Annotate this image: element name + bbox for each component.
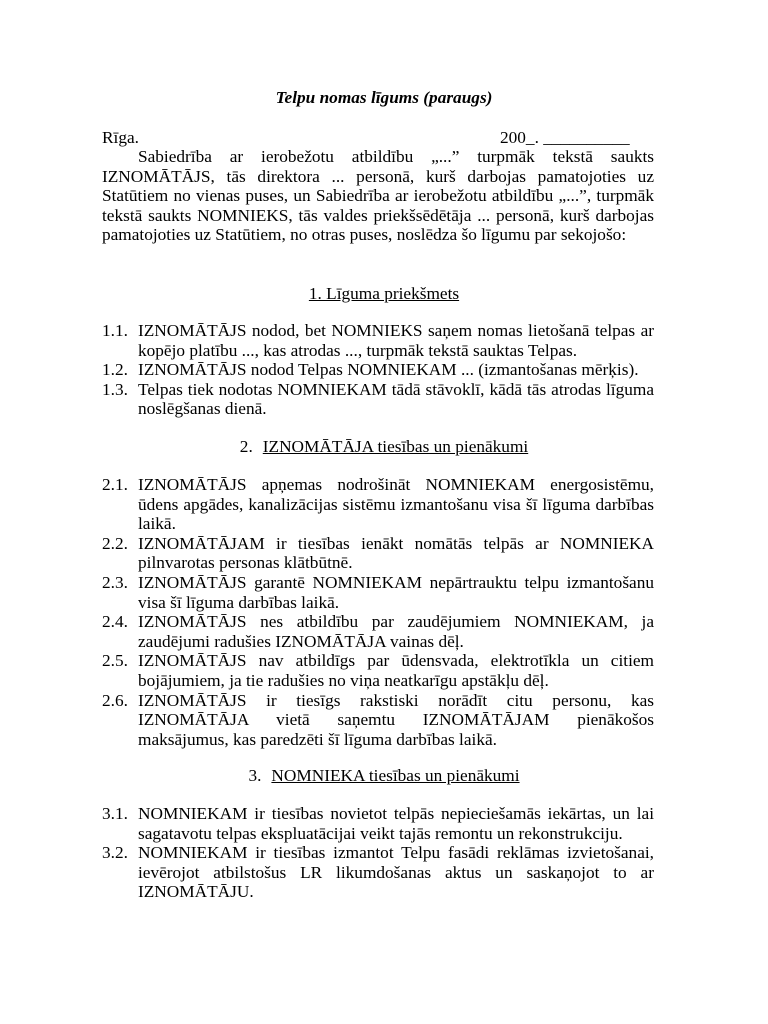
clause: [102, 534, 654, 573]
clause-text: IZNOMĀTĀJAM ir tiesības ienākt nomātās telpās ar NOMNIEKA pilnvarotas personas klātbūtnē.: [138, 533, 654, 573]
clause: [102, 321, 654, 360]
section-heading-3: [0, 766, 768, 786]
intro-paragraph: Sabiedrība ar ierobežotu atbildību „...” turpmāk tekstā saukts IZNOMĀTĀJS, tās direktora ... personā, kurš darbojas pamatojoties uz Statūtiem no vienas puses, un Sabiedrība ar ierobežotu atbildību „...”, turpmāk tekstā saukts NOMNIEKS, tās valdes priekšsēdētāja ... personā, kurš darbojas pamatojoties uz Statūtiem, no otras puses, noslēdza šo līgumu par sekojošo:: [102, 147, 654, 245]
clause-number: 3.2.: [102, 843, 128, 863]
clause-text: IZNOMĀTĀJS ir tiesīgs rakstiski norādīt citu personu, kas IZNOMĀTĀJA vietā saņemtu IZNOMĀTĀJAM pienākošos maksājumus, kas paredzēti šī līguma darbības laikā.: [138, 690, 654, 749]
date-blank: 200_. __________: [500, 128, 630, 147]
clause-number: 1.3.: [102, 379, 128, 399]
clause-text: Telpas tiek nodotas NOMNIEKAM tādā stāvoklī, kādā tās atrodas līguma noslēgšanas dienā.: [138, 379, 654, 419]
clause-number: 1.2.: [102, 360, 128, 380]
clause-number: 2.5.: [102, 651, 128, 671]
section-heading-text: NOMNIEKA tiesības un pienākumi: [271, 766, 520, 785]
clause: [102, 843, 654, 902]
clause-number: 2.3.: [102, 572, 128, 592]
clause-text: IZNOMĀTĀJS nes atbildību par zaudējumiem NOMNIEKAM, ja zaudējumi radušies IZNOMĀTĀJA vainas dēļ.: [138, 612, 654, 651]
clause: [102, 612, 654, 651]
clause: [102, 475, 654, 534]
clause-text: IZNOMĀTĀJS garantē NOMNIEKAM nepārtrauktu telpu izmantošanu visa šī līguma darbības laikā.: [138, 572, 654, 612]
clause-number: 2.1.: [102, 475, 128, 494]
clause-number: 1.1.: [102, 321, 128, 340]
clause-text: NOMNIEKAM ir tiesības izmantot Telpu fasādi reklāmas izvietošanai, ievērojot atbilstošus LR likumdošanas aktus un saskaņojot to ar IZNOMĀTĀJU.: [138, 843, 654, 902]
clause-number: 2.6.: [102, 690, 128, 710]
section-number: 2.: [239, 437, 253, 456]
clause-text: IZNOMĀTĀJS apņemas nodrošināt NOMNIEKAM energosistēmu, ūdens apgādes, kanalizācijas sistēmu izmantošanu visa šī līguma darbības laikā.: [138, 475, 654, 534]
clause-number: 2.2.: [102, 533, 128, 553]
clause: [102, 360, 654, 380]
section-heading-2: [0, 437, 768, 457]
clause: [102, 573, 654, 612]
section-number: 3.: [248, 766, 262, 785]
clause-text: IZNOMĀTĀJS nav atbildīgs par ūdensvada, elektrotīkla un citiem bojājumiem, ja tie radušies no viņa neatkarīgu apstākļu dēļ.: [138, 651, 654, 690]
clause: [102, 380, 654, 419]
clause-number: 2.4.: [102, 612, 128, 632]
clause: [102, 691, 654, 750]
section-3-items: [102, 804, 654, 902]
section-heading-text: IZNOMĀTĀJA tiesības un pienākumi: [262, 437, 529, 456]
section-heading-text: 1. Līguma priekšmets: [308, 284, 460, 303]
section-2-items: [102, 475, 654, 749]
clause-text: IZNOMĀTĀJS nodod, bet NOMNIEKS saņem nomas lietošanā telpas ar kopējo platību ..., kas atrodas ..., turpmāk tekstā sauktas Telpas.: [138, 321, 654, 360]
clause-text: NOMNIEKAM ir tiesības novietot telpās nepieciešamās iekārtas, un lai sagatavotu telpas ekspluatācijai veikt tajās remontu un rekonstrukciju.: [138, 804, 654, 843]
document-title: Telpu nomas līgums (paraugs): [275, 88, 493, 107]
place: Rīga.: [102, 128, 139, 147]
clause-number: 3.1.: [102, 804, 128, 823]
section-1-items: [102, 321, 654, 419]
clause: [102, 651, 654, 690]
section-heading-1: [0, 284, 768, 304]
clause: [102, 804, 654, 843]
clause-text: IZNOMĀTĀJS nodod Telpas NOMNIEKAM ... (izmantošanas mērķis).: [138, 360, 639, 380]
